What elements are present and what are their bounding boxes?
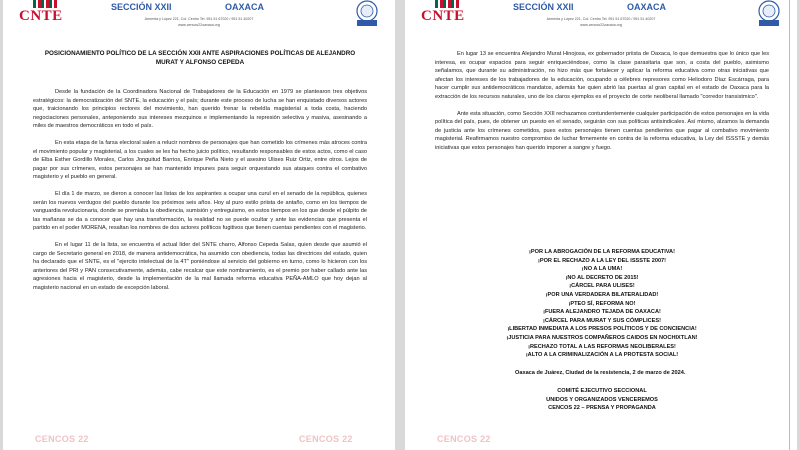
document-page-left: [3, 0, 395, 450]
letterhead-address: Armenta y López 221, Col. Centro Tel. 951 51 67020 / 951 51 40207: [546, 17, 656, 21]
cencos-watermark: CENCOS 22: [35, 434, 89, 444]
cencos-watermark: CENCOS 22: [437, 434, 491, 444]
cnte-wordmark: CNTE: [19, 8, 63, 24]
letterhead-estado: OAXACA: [225, 2, 265, 12]
slogan: ¡FUERA ALEJANDRO TEJADA DE OAXACA!: [543, 309, 661, 316]
flag-stripes-icon: [33, 0, 57, 8]
signature-block: [435, 387, 769, 413]
slogan-list: [435, 248, 769, 360]
cencos-watermark: CENCOS 22: [299, 434, 353, 444]
slogan: ¡PTEO SÍ, REFORMA NO!: [568, 300, 636, 307]
slogan: ¡RECHAZO TOTAL A LAS REFORMAS NEOLIBERALES!: [528, 343, 676, 350]
paragraph: En esta etapa de la farsa electoral salen a relucir nombres de personajes que han cometido los crímenes más atroces contra el movimiento popular y magisterial, a los cuales se les ha hecho juicio político, resultando responsables de estos actos, como el caso de Elba Esther Gordillo Morales, Carlos Jonguitud Barrios, Enrique Peña Nieto y el asesino Ulises Ruiz Ortiz, entre otros. Lejos de pagar por sus crímenes, estos personajes se han mantenido impunes para seguir orquestando sus ataques contra el combativo magisterio y el pueblo en general.: [33, 139, 367, 181]
letterhead: [3, 0, 395, 40]
slogan: ¡JUSTICIA PARA NUESTROS COMPAÑEROS CAIDOS EN NOCHIXTLAN!: [506, 334, 698, 341]
right-body: [435, 50, 769, 161]
letterhead-website: www.cencos22oaxaca.org: [178, 23, 220, 27]
slogan: ¡POR UNA VERDADERA BILATERALIDAD!: [545, 291, 659, 298]
right-edge-divider: [789, 0, 790, 450]
cnte-logo: [413, 0, 467, 28]
slogan: ¡NO A LA UMA!: [581, 266, 623, 273]
slogan: ¡CÁRCEL PARA ULISES!: [569, 283, 635, 290]
slogan: ¡ALTO A LA CRIMINALIZACIÓN A LA PROTESTA SOCIAL!: [525, 352, 679, 359]
flag-stripes-icon: [435, 0, 459, 8]
slogan: ¡NO AL DECRETO DE 2015!: [565, 274, 639, 281]
paragraph: Ante esta situación, como Sección XXII rechazamos contundentemente cualquier participación de estos personajes en la vida política del país, pues, de obtener un puesto en el senado, seguirán con sus políticas antisindicales. Así mismo, alzamos la demanda de justicia ante los crímenes cometidos, pues estos personajes tienen cuentas pendientes que pagar al combativo movimiento magisterial. Reafirmamos nuestro compromiso de luchar firmemente en contra de la reforma educativa, la Ley del ISSSTE y demás iniciativas que estos personajes han querido imponer a sangre y fuego.: [435, 110, 769, 151]
slogan: ¡CÁRCEL PARA MURAT Y SUS CÓMPLICES!: [543, 317, 661, 324]
left-body: [33, 88, 367, 300]
signature-line: CENCOS 22 – PRENSA Y PROPAGANDA: [548, 405, 656, 412]
document-page-right: [405, 0, 797, 450]
signature-line: COMITÉ EJECUTIVO SECCIONAL: [557, 388, 647, 394]
letterhead-estado: OAXACA: [627, 2, 667, 12]
place-and-date: Oaxaca de Juárez, Ciudad de la resistencia, 2 de marzo de 2024.: [515, 370, 686, 376]
letterhead-address: Armenta y López 221, Col. Centro Tel. 951 51 67020 / 951 51 40207: [144, 17, 254, 21]
letterhead: [405, 0, 797, 40]
document-title: POSICIONAMIENTO POLÍTICO DE LA SECCIÓN XXII ANTE ASPIRACIONES POLÍTICAS DE ALEJANDRO MURAT Y ALFONSO CEPEDA: [44, 50, 356, 66]
cnte-logo: [11, 0, 65, 28]
letterhead-seccion: SECCIÓN XXII: [513, 2, 574, 12]
slogan: ¡LIBERTAD INMEDIATA A LOS PRESOS POLÍTICOS Y DE CONCIENCIA!: [507, 326, 697, 333]
slogan: ¡POR LA ABROGACIÓN DE LA REFORMA EDUCATIVA!: [529, 249, 675, 255]
paragraph: Desde la fundación de la Coordinadora Nacional de Trabajadores de la Educación en 1979 se plantearon tres objetivos estratégicos: la democratización del SNTE, la educación y el país; durante este proceso de lucha se han enquistado diversos actores que, traicionando los principios rectores del movimiento, han querido frenar la rebeldía magisterial a toda costa, haciendo negociaciones personales, anteponiendo sus intereses mezquinos e implementando la represión selectiva y masiva, asesinando a miles de maestros democráticos en todo el país.: [33, 89, 367, 130]
letterhead-website: www.cencos22oaxaca.org: [580, 23, 622, 27]
slogan: ¡POR EL RECHAZO A LA LEY DEL ISSSTE 2007!: [537, 257, 667, 264]
snte-seal-icon: [347, 0, 387, 28]
paragraph: En lugar 13 se encuentra Alejandro Murat Hinojosa, ex gobernador priista de Oaxaca, lo que demuestra que lo único que les interesa, es ocupar espacios para seguir enriqueciéndose, como la clase parasitaria que son, a costa del pueblo, asimismo señalamos, que durante su administración, no hizo más que fortalecer y aplicar la reforma educativa como otras iniciativas que afectan los intereses de los trabajadores de la educación, ocupando a célebres represores como Heliodoro Díaz Escárraga, para hacer cumplir sus antidemocráticos mandatos, además fue quien abrió las puertas al gran capital en el estado de Oaxaca para la extracción de los recursos naturales, uno de los claros ejemplos es el proyecto de corte neoliberal llamado "corredor transistmico".: [435, 51, 769, 100]
cnte-wordmark: CNTE: [421, 8, 465, 24]
paragraph: El día 1 de marzo, se dieron a conocer las listas de los aspirantes a ocupar una curul en el senado de la república, quienes serán los nuevos verdugos del pueblo durante los próximos seis años. Hoy al puro estilo priista de antaño, como en los tiempos de vanguardia revolucionaria, donde se premiaba la obediencia, sumisión y entreguismo, en estos tiempos en los que desde el púlpito de las mañanas se da a conocer que hay una transformación, la realidad no se puede ocultar y ante las evidencias que presenta el partido en el poder MORENA, resaltan los nombres de dos actores políticos fugitivos que tienen cuentas pendientes con el magisterio.: [33, 190, 367, 232]
snte-seal-icon: [749, 0, 789, 28]
letterhead-seccion: SECCIÓN XXII: [111, 2, 172, 12]
paragraph: En el lugar 11 de la lista, se encuentra el actual líder del SNTE charro, Alfonso Cepeda Salas, quien desde que asumió el cargo de Secretario general en 2018, de manera antidemocrática, ha asumido con obediencia, todas las directrices del estado, quien ha declarado que el SNTE, es el "ejercito intelectual de la 4T" poniéndose al servicio del gobierno en turno, como lo hicieron con los anteriores del PRI y PAN consecutivamente, además, cabe recalcar que este nombramiento, es el premio por haber callado ante las agresiones hacia el magisterio, desde la implementación de la mal llamada reforma educativa PEÑA-AMLO que hoy dejan al magisterio nacional en un estado de excepción laboral.: [33, 241, 367, 291]
signature-line: UNIDOS Y ORGANIZADOS VENCEREMOS: [546, 396, 658, 403]
